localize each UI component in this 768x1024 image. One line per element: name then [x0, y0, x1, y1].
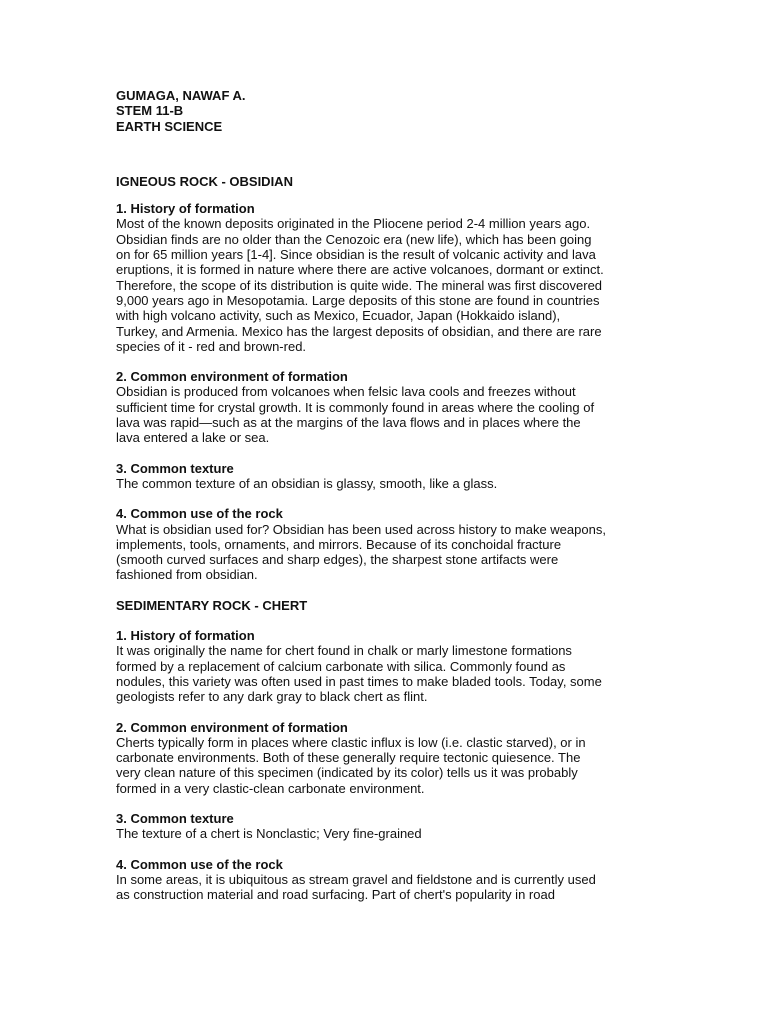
document-page [116, 88, 656, 902]
paragraph-line: Turkey, and Armenia. Mexico has the largest deposits of obsidian, and there are rare [116, 323, 602, 339]
paragraph-line: Therefore, the scope of its distribution is quite wide. The mineral was first discovered [116, 277, 603, 293]
paragraph-line: formed by a replacement of calcium carbonate with silica. Commonly found as [116, 658, 566, 674]
student-name: GUMAGA, NAWAF A. [116, 88, 246, 103]
paragraph-line: species of it - red and brown-red. [116, 338, 307, 354]
section-texture [116, 811, 656, 842]
section-environment [116, 720, 656, 796]
paragraph-line: What is obsidian used for? Obsidian has been used across history to make weapons, [116, 521, 606, 537]
paragraph-line: eruptions, it is formed in nature where there are active volcanoes, dormant or extinct. [116, 262, 604, 278]
section-heading: 1. History of formation [116, 201, 255, 217]
rock-block-obsidian [116, 174, 656, 583]
paragraph-line: nodules, this variety was often used in past times to make bladed tools. Today, some [116, 673, 602, 689]
paragraph-line: formed in a very clastic-clean carbonate environment. [116, 780, 425, 796]
paragraph-line: It was originally the name for chert found in chalk or marly limestone formations [116, 643, 572, 659]
paragraph-line: In some areas, it is ubiquitous as stream gravel and fieldstone and is currently used [116, 871, 596, 887]
paragraph-line: lava entered a lake or sea. [116, 430, 270, 446]
section-use [116, 857, 656, 903]
section-heading: 4. Common use of the rock [116, 506, 283, 522]
section-texture [116, 461, 656, 492]
section-history [116, 628, 656, 704]
paragraph-line: The texture of a chert is Nonclastic; Very fine-grained [116, 826, 422, 842]
class-section: STEM 11-B [116, 103, 184, 119]
rock-title: SEDIMENTARY ROCK - CHERT [116, 597, 308, 613]
paragraph-line: with high volcano activity, such as Mexico, Ecuador, Japan (Hokkaido island), [116, 308, 561, 324]
paragraph-line: implements, tools, ornaments, and mirrors. Because of its conchoidal fracture [116, 536, 562, 552]
paragraph-line: Obsidian is produced from volcanoes when felsic lava cools and freezes without [116, 384, 576, 400]
paragraph-line: lava was rapid—such as at the margins of the lava flows and in places where the [116, 415, 581, 431]
paragraph-line: Most of the known deposits originated in the Pliocene period 2-4 million years ago. [116, 216, 591, 232]
paragraph-line: geologists refer to any dark gray to black chert as flint. [116, 689, 428, 705]
rock-title: IGNEOUS ROCK - OBSIDIAN [116, 173, 293, 189]
paragraph-line: fashioned from obsidian. [116, 567, 258, 583]
section-heading: 3. Common texture [116, 460, 234, 476]
paragraph-line: Cherts typically form in places where clastic influx is low (i.e. clastic starved), or in [116, 734, 586, 750]
paragraph-line: (smooth curved surfaces and sharp edges), the sharpest stone artifacts were [116, 552, 559, 568]
rock-block-chert [116, 598, 656, 903]
section-environment [116, 369, 656, 445]
paragraph-line: as construction material and road surfacing. Part of chert's popularity in road [116, 887, 555, 903]
paragraph-line: 9,000 years ago in Mesopotamia. Large deposits of this stone are found in countries [116, 292, 600, 308]
paragraph-line: The common texture of an obsidian is glassy, smooth, like a glass. [116, 475, 498, 491]
paragraph-line: sufficient time for crystal growth. It is commonly found in areas where the cooling of [116, 399, 595, 415]
student-header [116, 88, 656, 134]
paragraph-line: on for 65 million years [1-4]. Since obsidian is the result of volcanic activity and lava [116, 247, 596, 263]
section-heading: 4. Common use of the rock [116, 856, 283, 872]
section-use [116, 506, 656, 582]
section-history [116, 201, 656, 354]
section-heading: 1. History of formation [116, 628, 255, 644]
section-heading: 3. Common texture [116, 810, 234, 826]
paragraph-line: carbonate environments. Both of these generally require tectonic quiesence. The [116, 750, 581, 766]
paragraph-line: very clean nature of this specimen (indicated by its color) tells us it was probably [116, 765, 578, 781]
subject-title: EARTH SCIENCE [116, 118, 223, 134]
section-heading: 2. Common environment of formation [116, 369, 348, 385]
section-heading: 2. Common environment of formation [116, 719, 348, 735]
paragraph-line: Obsidian finds are no older than the Cenozoic era (new life), which has been going [116, 231, 592, 247]
